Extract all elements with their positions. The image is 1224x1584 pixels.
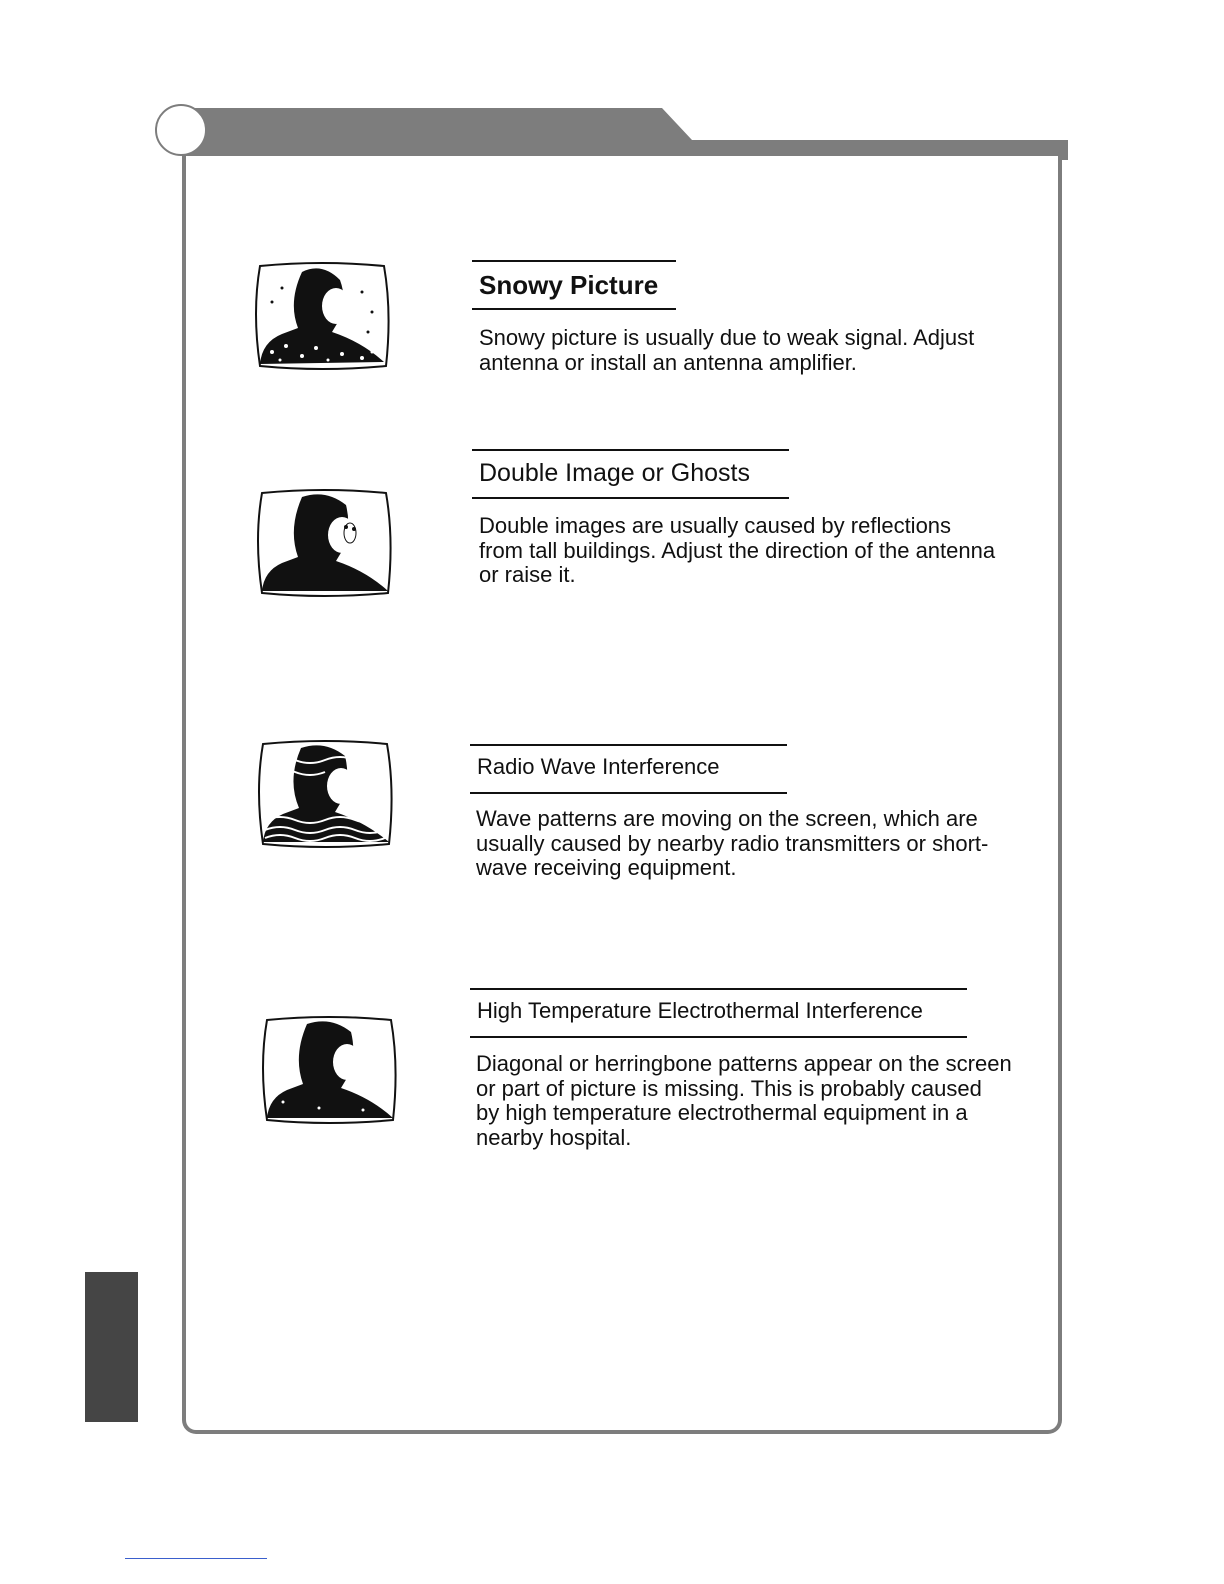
section-title-double-image: Double Image or Ghosts <box>472 449 789 499</box>
section-body-snowy-picture: Snowy picture is usually due to weak signal. Adjust antenna or install an antenna amplifier. <box>479 325 975 375</box>
section-title-snowy-picture: Snowy Picture <box>472 260 676 310</box>
electrothermal-tv-illustration <box>259 1016 401 1128</box>
double-image-tv-illustration <box>254 489 396 601</box>
side-tab <box>85 1272 138 1422</box>
snowy-picture-tv-illustration <box>252 262 394 374</box>
corner-circle <box>155 104 207 156</box>
section-body-electrothermal: Diagonal or herringbone patterns appear on the screen or part of picture is missing. This is probably caused by high temperature electrothermal equipment in a nearby hospital. <box>476 1051 1012 1150</box>
section-title-radio-wave: Radio Wave Interference <box>470 744 787 794</box>
section-title-electrothermal: High Temperature Electrothermal Interference <box>470 988 967 1038</box>
bottom-rule <box>125 1558 267 1559</box>
radio-wave-tv-illustration <box>255 740 397 852</box>
section-body-radio-wave: Wave patterns are moving on the screen, which are usually caused by nearby radio transmitters or short- wave receiving equipment. <box>476 806 989 880</box>
section-body-double-image: Double images are usually caused by reflections from tall buildings. Adjust the direction of the antenna or raise it. <box>479 513 996 587</box>
